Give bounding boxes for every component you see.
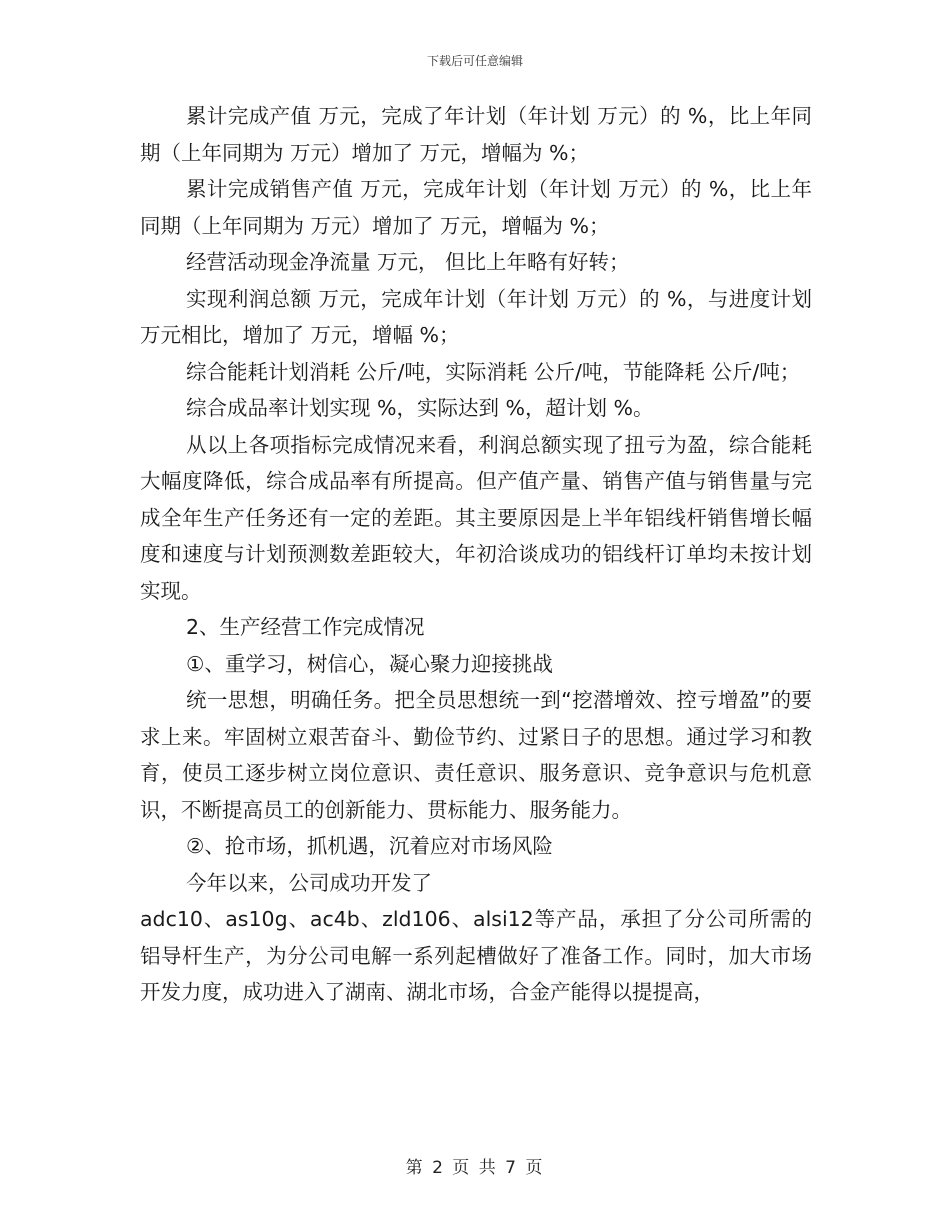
paragraph: 实现利润总额 万元，完成年计划（年计划 万元）的 %，与进度计划 万元相比，增加了 万元，增幅 %；: [140, 286, 819, 347]
paragraph: 今年以来，公司成功开发了: [186, 870, 432, 895]
paragraph: 综合能耗计划消耗 公斤/吨，实际消耗 公斤/吨，节能降耗 公斤/吨；: [186, 359, 801, 384]
paragraph: 综合成品率计划实现 %，实际达到 %，超计划 %。: [186, 396, 654, 420]
document-body: [140, 98, 819, 1011]
paragraph: 从以上各项指标完成情况来看，利润总额实现了扭亏为盈，综合能耗大幅度降低，综合成品率有所提高。但产值产量、销售产值与销售量与完成全年生产任务还有一定的差距。其主要原因是上半年铝线杆销售增长幅度和速度与计划预测数差距较大，年初洽谈成功的铝线杆订单均未按计划实现。: [140, 432, 812, 603]
section-heading: 2、生产经营工作完成情况: [186, 615, 425, 639]
paragraph: 统一思想，明确任务。把全员思想统一到“挖潜增效、控亏增盈”的要求上来。牢固树立艰苦奋斗、勤俭节约、过紧日子的思想。通过学习和教育，使员工逐步树立岗位意识、责任意识、服务意识、竞争意识与危机意识，不断提高员工的创新能力、贯标能力、服务能力。: [140, 688, 812, 822]
paragraph: 累计完成销售产值 万元，完成年计划（年计划 万元）的 %，比上年同期（上年同期为 万元）增加了 万元，增幅为 %；: [140, 177, 812, 238]
page-header: 下载后可任意编辑: [426, 54, 523, 68]
subsection-heading: ①、重学习，树信心，凝心聚力迎接挑战: [186, 651, 553, 676]
paragraph: 经营活动现金净流量 万元， 但比上年略有好转；: [186, 250, 630, 274]
paragraph: 累计完成产值 万元，完成了年计划（年计划 万元）的 %，比上年同期（上年同期为 万元）增加了 万元，增幅为 %；: [140, 104, 812, 165]
paragraph: adc10、as10g、ac4b、zld106、alsi12等产品，承担了分公司所需的铝导杆生产，为分公司电解一系列起槽做好了准备工作。同时，加大市场开发力度，成功进入了湖南、湖北市场，合金产能得以提提高，: [140, 907, 812, 1004]
subsection-heading: ②、抢市场，抓机遇，沉着应对市场风险: [186, 834, 553, 858]
page-footer: 第 2 页 共 7 页: [405, 1158, 545, 1178]
